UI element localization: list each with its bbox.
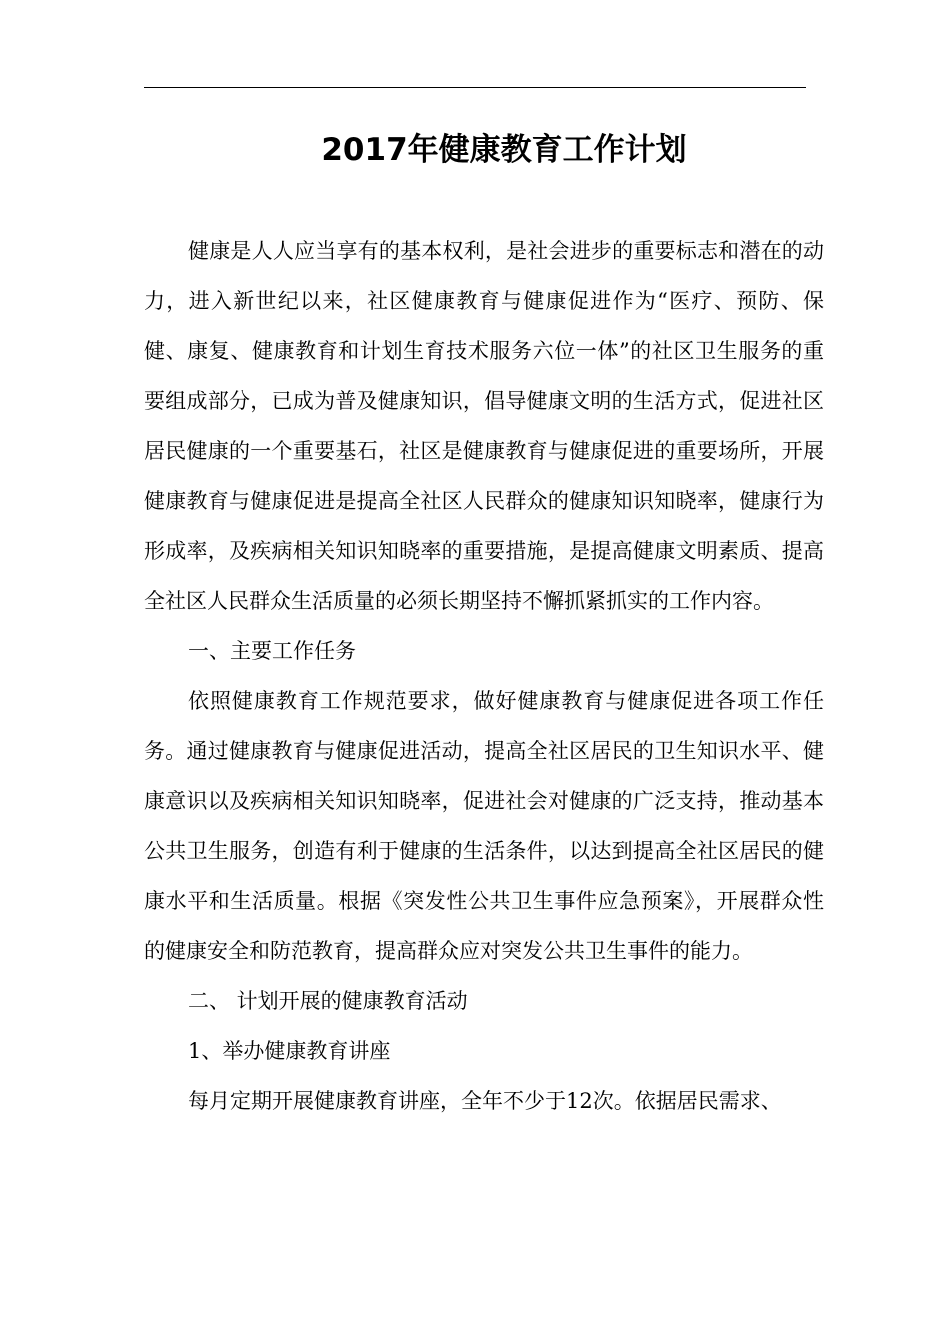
section-heading-planned-activities: 二、 计划开展的健康教育活动 bbox=[188, 989, 468, 1013]
section-heading-main-tasks: 一、主要工作任务 bbox=[188, 639, 356, 663]
main-tasks-paragraph: 依照健康教育工作规范要求，做好健康教育与健康促进各项工作任务。通过健康教育与健康促进活动，提高全社区居民的卫生知识水平、健康意识以及疾病相关知识知晓率，促进社会对健康的广泛支持，推动基本公共卫生服务，创造有利于健康的生活条件，以达到提高全社区居民的健康水平和生活质量。根据《突发性公共卫生事件应急预案》，开展群众性的健康安全和防范教育，提高群众应对突发公共卫生事件的能力。 bbox=[144, 689, 824, 963]
intro-paragraph: 健康是人人应当享有的基本权利，是社会进步的重要标志和潜在的动力，进入新世纪以来，社区健康教育与健康促进作为“医疗、预防、保健、康复、健康教育和计划生育技术服务六位一体”的社区卫生服务的重要组成部分，已成为普及健康知识，倡导健康文明的生活方式，促进社区居民健康的一个重要基石，社区是健康教育与健康促进的重要场所，开展健康教育与健康促进是提高全社区人民群众的健康知识知晓率，健康行为形成率，及疾病相关知识知晓率的重要措施，是提高健康文明素质、提高全社区人民群众生活质量的必须长期坚持不懈抓紧抓实的工作内容。 bbox=[144, 239, 824, 613]
header-rule bbox=[144, 87, 806, 88]
subsection-heading-lectures: 1、举办健康教育讲座 bbox=[188, 1039, 391, 1063]
lectures-paragraph: 每月定期开展健康教育讲座，全年不少于12次。依据居民需求、 bbox=[188, 1089, 782, 1113]
document-title: 2017年健康教育工作计划 bbox=[321, 132, 687, 168]
document-body bbox=[144, 226, 824, 1126]
